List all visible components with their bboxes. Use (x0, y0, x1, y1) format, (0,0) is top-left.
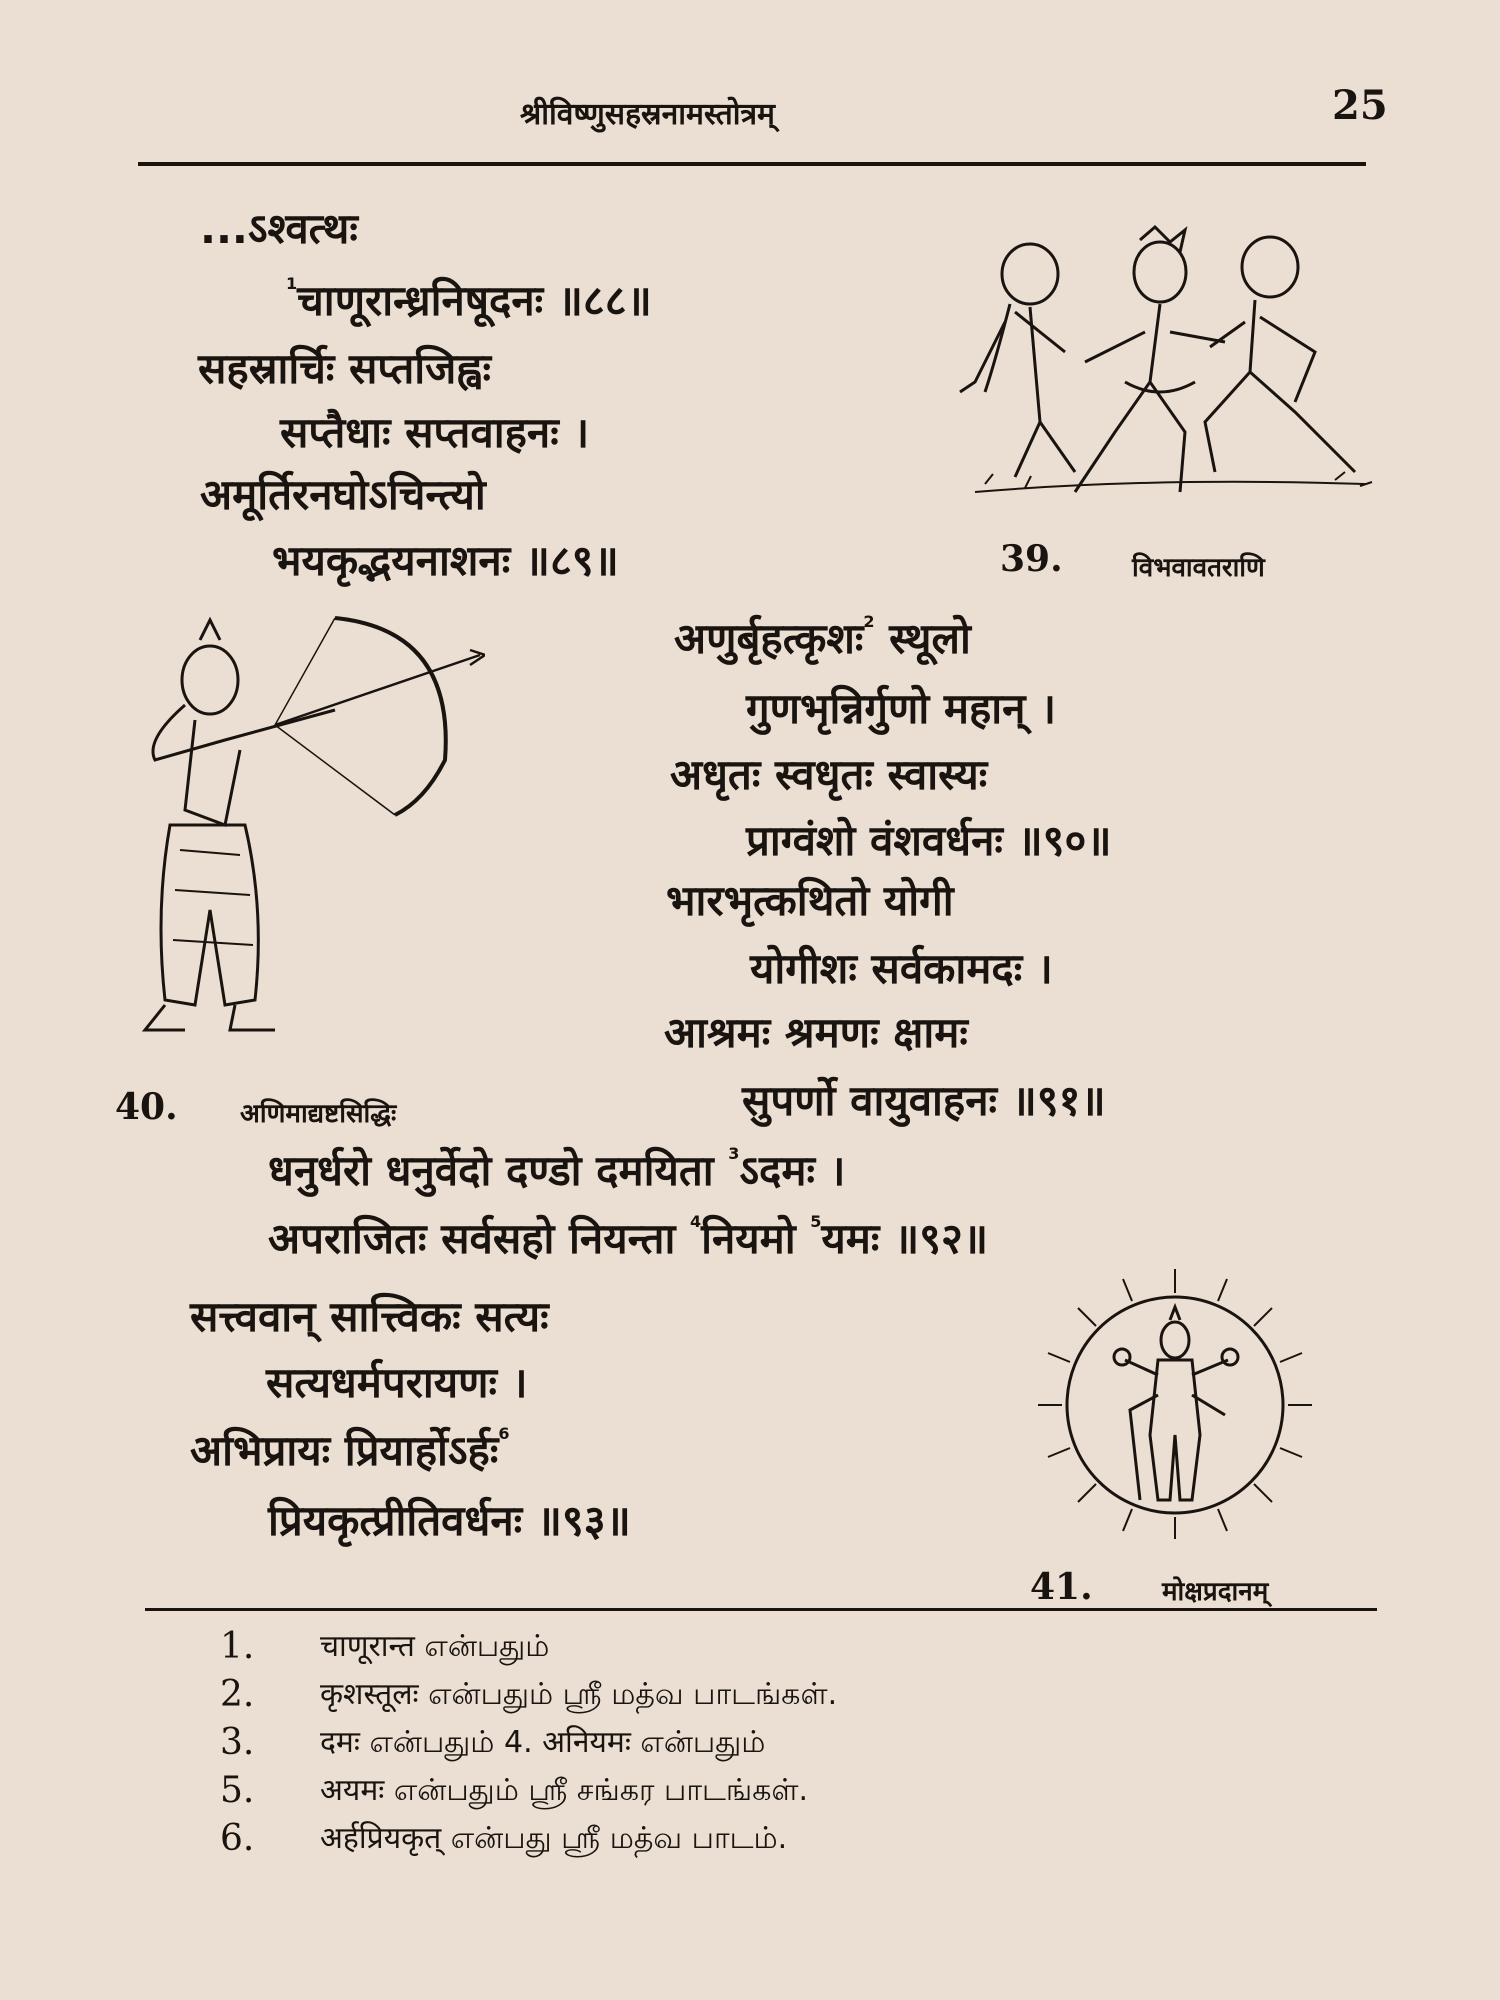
verse-line: धनुर्धरो धनुर्वेदो दण्डो दमयिता $^3$ऽदमः । (268, 1144, 846, 1195)
verse-line: अणुर्बृहत्कृशः$^2$ स्थूलो (674, 612, 971, 663)
footnote-text: अर्हप्रियकृत् என்பது ஸ்ரீ மத்வ பாடம். (320, 1821, 788, 1856)
verse-line: ...ऽश्वत्थः (200, 204, 358, 253)
verse-line: भयकृद्भयनाशनः ॥८९॥ (272, 536, 619, 585)
footnote-item (220, 1718, 1370, 1766)
verse-line: अधृतः स्वधृतः स्वास्यः (670, 750, 988, 799)
footnote-text: चाणूरान्त என்பதும் (320, 1629, 550, 1664)
footnotes (220, 1622, 1370, 1862)
footnote-item (220, 1670, 1370, 1718)
footnote-number: 5. (220, 1769, 255, 1811)
footnote-number: 6. (220, 1817, 255, 1859)
verse-line: अमूर्तिरनघोऽचिन्त्यो (200, 470, 486, 519)
footnote-text: दमः என்பதும் 4. अनियमः என்பதும் (320, 1725, 766, 1760)
figure-number: 39. (1000, 538, 1063, 580)
verse-line: अभिप्रायः प्रियार्होऽर्हः$^6$ (190, 1424, 510, 1475)
verse-line: $^1$चाणूरान्ध्रनिषूदनः ॥८८॥ (286, 274, 652, 325)
footnote-rule (145, 1608, 1377, 1611)
figure-caption: मोक्षप्रदानम् (1162, 1577, 1269, 1607)
verse-line: सत्त्ववान् सात्त्विकः सत्यः (190, 1292, 549, 1341)
verse-line: आश्रमः श्रमणः क्षामः (664, 1008, 968, 1057)
figure-caption: अणिमाद्यष्टसिद्धिः (240, 1099, 397, 1129)
footnote-text: कृशस्तूलः என்பதும் ஸ்ரீ மத்வ பாடங்கள். (320, 1677, 838, 1712)
running-title: श्रीविष्णुसहस्रनामस्तोत्रम् (520, 97, 775, 132)
verse-line: सप्तैधाः सप्तवाहनः । (280, 408, 590, 457)
deity-in-radiant-halo-icon (1030, 1265, 1320, 1540)
footnote-item (220, 1766, 1370, 1814)
verse-line: योगीशः सर्वकामदः । (750, 944, 1053, 993)
footnote-number: 1. (220, 1625, 255, 1667)
archer-with-bow-icon (125, 610, 485, 1050)
verse-line: भारभृत्कथितो योगी (666, 876, 954, 925)
footnote-number: 3. (220, 1721, 255, 1763)
footnote-item (220, 1814, 1370, 1862)
footnote-text: अयमः என்பதும் ஸ்ரீ சங்கர பாடங்கள். (320, 1773, 808, 1808)
figure-number: 40. (115, 1086, 178, 1128)
verse-line: अपराजितः सर्वसहो नियन्ता $^4$नियमो $^5$यमः ॥९२॥ (268, 1212, 988, 1263)
figure-number: 41. (1030, 1566, 1093, 1608)
three-figures-dancing-icon (955, 222, 1385, 517)
figure-caption: विभवावतराणि (1132, 553, 1265, 583)
verse-line: गुणभृन्निर्गुणो महान् । (746, 684, 1057, 733)
verse-line: प्रियकृत्प्रीतिवर्धनः ॥९३॥ (268, 1496, 631, 1545)
verse-line: सहस्रार्चिः सप्तजिह्वः (198, 344, 491, 393)
header-rule (138, 162, 1366, 166)
page-number: 25 (1332, 82, 1388, 129)
footnote-number: 2. (220, 1673, 255, 1715)
verse-line: सुपर्णो वायुवाहनः ॥९१॥ (742, 1076, 1106, 1125)
verse-line: सत्यधर्मपरायणः । (266, 1358, 528, 1407)
footnote-item (220, 1622, 1370, 1670)
verse-line: प्राग्वंशो वंशवर्धनः ॥९०॥ (746, 816, 1112, 865)
